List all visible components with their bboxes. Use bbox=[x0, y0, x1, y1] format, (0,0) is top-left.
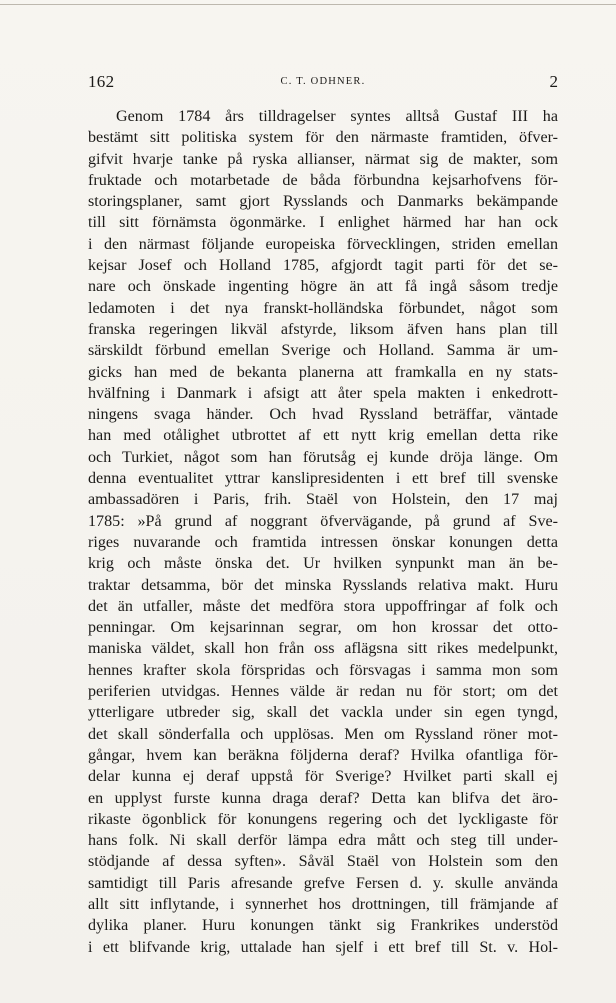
text-line: krig och måste önska det. Ur hvilken synpunkt man än be- bbox=[88, 555, 558, 573]
page-header bbox=[88, 72, 558, 96]
text-line: och Turkiet, något som han förutsåg ej kunde dröja länge. Om bbox=[88, 448, 558, 466]
text-line: ambassadören i Paris, frih. Staël von Holstein, den 17 maj bbox=[88, 491, 558, 509]
text-line: det än utfaller, måste det medföra stora uppoffringar af folk och bbox=[88, 597, 558, 615]
text-line: ningens svaga händer. Och hvad Ryssland beträffar, väntade bbox=[88, 406, 558, 424]
text-line: gifvit hvarje tanke på ryska allianser, närmat sig de makter, som bbox=[88, 150, 558, 168]
text-line: hennes krafter skola förspridas och försvagas i samma mon som bbox=[88, 661, 558, 679]
text-line: penningar. Om kejsarinnan segrar, om hon krossar det otto- bbox=[88, 619, 558, 637]
text-line: 1785: »På grund af noggrant öfvervägande, på grund af Sve- bbox=[88, 512, 558, 530]
text-line: franska regeringen likväl afstyrde, liksom äfven hans plan till bbox=[88, 320, 558, 338]
text-line: dylika planer. Huru konungen tänkt sig Frankrikes understöd bbox=[88, 917, 558, 935]
text-line: maniska väldet, skall hon från oss aflägsna sitt rikes medelpunkt, bbox=[88, 640, 558, 658]
text-line: hvälfning i Danmark i afsigt att åter spela makten i enkedrott- bbox=[88, 384, 558, 402]
text-line: i den närmast följande europeiska förvecklingen, striden emellan bbox=[88, 235, 558, 253]
text-line: storingsplaner, samt gjort Rysslands och Danmarks bekämpande bbox=[88, 193, 558, 211]
text-line: traktar detsamma, bör det minska Rysslands relativa makt. Huru bbox=[88, 576, 558, 594]
text-line: i ett blifvande krig, uttalade han sjelf i ett bref till St. v. Hol- bbox=[88, 938, 558, 956]
signature-mark: 2 bbox=[549, 72, 558, 91]
text-line: riges nuvarande och framtida intressen önskar konungen detta bbox=[88, 533, 558, 551]
text-line: hans folk. Ni skall derför lämpa edra mått och steg till under- bbox=[88, 832, 558, 850]
text-line: en upplyst furste kunna draga deraf? Detta kan blifva det äro- bbox=[88, 789, 558, 807]
text-line: han med otålighet utbrottet af ett nytt krig emellan detta rike bbox=[88, 427, 558, 445]
body-text bbox=[88, 106, 558, 958]
text-line: det skall sönderfalla och upplösas. Men om Ryssland röner mot- bbox=[88, 725, 558, 743]
text-line: fruktade och motarbetade de båda förbundna kejsarhofvens för- bbox=[88, 171, 558, 189]
text-line: gicks han med de bekanta planerna att framkalla en ny stats- bbox=[88, 363, 558, 381]
text-line: gångar, hvem kan beräkna följderna deraf? Hvilka ofantliga för- bbox=[88, 746, 558, 764]
text-line: bestämt sitt politiska system för den närmaste framtiden, öfver- bbox=[88, 129, 558, 147]
text-line: samtidigt till Paris afresande grefve Fersen d. y. skulle använda bbox=[88, 874, 558, 892]
text-line: nare och önskade ingenting högre än att få ingå såsom tredje bbox=[88, 278, 558, 296]
page-number: 162 bbox=[88, 72, 115, 91]
text-line: denna eventualitet yttrar kanslipresidenten i ett bref till svenske bbox=[88, 470, 558, 488]
text-line: till sitt förnämsta ögonmärke. I enlighet härmed har han ock bbox=[88, 214, 558, 232]
text-line: ledamoten i det nya franskt-holländska förbundet, något som bbox=[88, 299, 558, 317]
text-line: delar kunna ej deraf uppstå för Sverige? Hvilket parti skall ej bbox=[88, 768, 558, 786]
text-line: Genom 1784 års tilldragelser syntes alltså Gustaf III ha bbox=[116, 108, 558, 125]
top-edge-rule bbox=[0, 4, 616, 5]
text-line: kejsar Josef och Holland 1785, afgjordt tagit parti för det se- bbox=[88, 257, 558, 275]
running-head: C. T. ODHNER. bbox=[280, 76, 366, 87]
text-line: periferien utvidgas. Hennes välde är redan nu för stort; om det bbox=[88, 683, 558, 701]
text-line: stödjande af dessa syften». Såväl Staël von Holstein som den bbox=[88, 853, 558, 871]
text-line: rikaste ögonblick för konungens regering och det lyckligaste för bbox=[88, 810, 558, 828]
text-line: särskildt förbund emellan Sverige och Holland. Samma är um- bbox=[88, 342, 558, 360]
text-line: ytterligare utbreder sig, skall det vackla under sin egen tyngd, bbox=[88, 704, 558, 722]
text-line: allt sitt inflytande, i synnerhet hos drottningen, till främjande af bbox=[88, 895, 558, 913]
